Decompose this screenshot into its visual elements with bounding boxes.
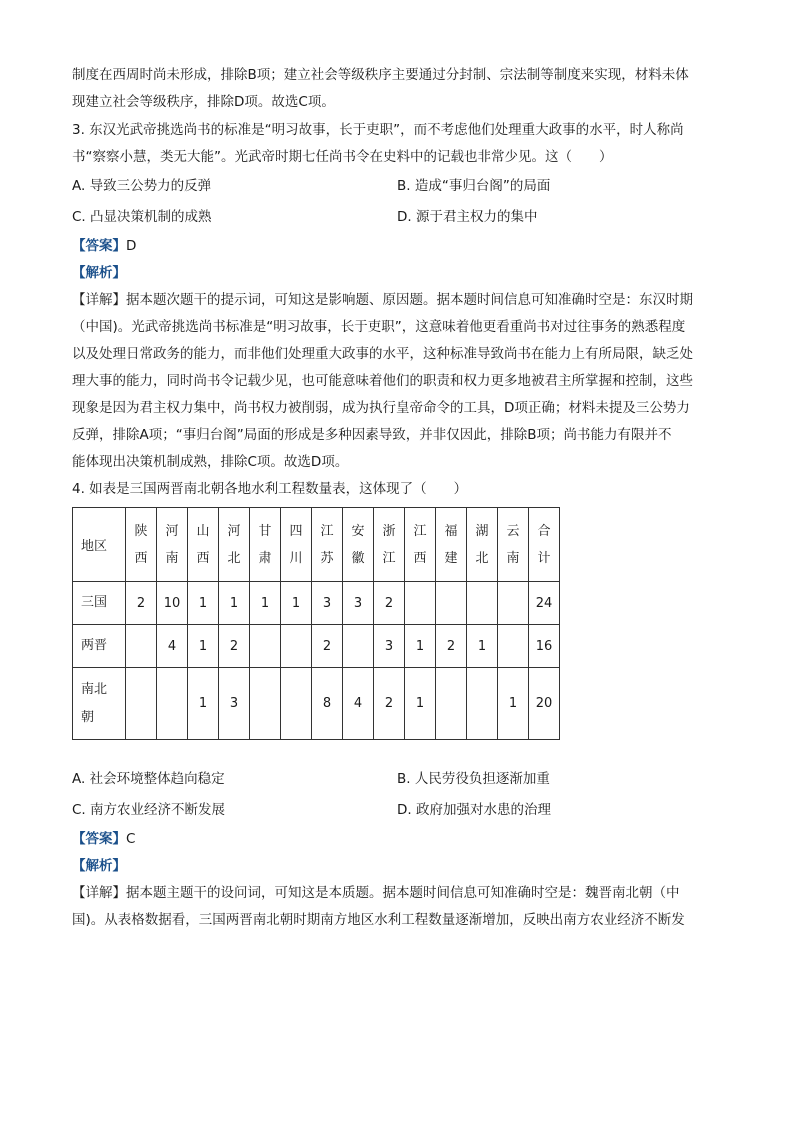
table-cell: 4	[157, 625, 188, 668]
q4-option-d: D. 政府加强对水患的治理	[397, 802, 551, 818]
header-char: 徽	[351, 550, 365, 566]
header-char: 南	[506, 550, 520, 566]
header-char: 湖	[475, 523, 489, 539]
row-label-cell	[73, 582, 126, 625]
header-char: 浙	[382, 523, 396, 539]
table-cell: 3	[374, 625, 405, 668]
question-4	[72, 476, 722, 934]
table-cell	[250, 668, 281, 740]
table-cell: 2	[312, 625, 343, 668]
q4-answer	[72, 826, 722, 853]
table-cell: 2	[126, 582, 157, 625]
analysis-tag: 【解析】	[72, 858, 126, 874]
table-header-cell	[343, 508, 374, 582]
q3-answer-value: D	[126, 238, 137, 254]
header-char: 福	[444, 523, 458, 539]
question-3	[72, 117, 722, 476]
table-cell: 1	[405, 625, 436, 668]
table-cell: 8	[312, 668, 343, 740]
table-cell	[467, 668, 498, 740]
analysis-tag: 【解析】	[72, 265, 126, 281]
row-label-cell	[73, 668, 126, 740]
header-char: 河	[227, 523, 241, 539]
table-corner-cell: 地区	[73, 508, 126, 582]
detail-tag: 【详解】	[72, 292, 126, 308]
table-cell: 2	[436, 625, 467, 668]
prev-explanation-line: 现建立社会等级秩序，排除D项。故选C项。	[72, 94, 335, 110]
table-row	[73, 668, 560, 740]
q4-answer-value: C	[126, 831, 136, 847]
water-projects-table	[72, 507, 560, 740]
table-row	[73, 625, 560, 668]
header-char: 建	[444, 550, 458, 566]
table-header-cell	[219, 508, 250, 582]
table-header-cell	[188, 508, 219, 582]
table-header-cell	[312, 508, 343, 582]
table-header-cell	[405, 508, 436, 582]
table-header-row	[73, 508, 560, 582]
table-cell: 10	[157, 582, 188, 625]
q4-analysis	[72, 853, 722, 880]
header-char: 甘	[258, 523, 272, 539]
header-char: 西	[196, 550, 210, 566]
q3-detail-line: 现象是因为君主权力集中，尚书权力被削弱，成为执行皇帝命令的工具，D项正确；材料未提及三公势力	[72, 400, 690, 416]
table-cell: 1	[467, 625, 498, 668]
row-label-text: 南北	[81, 681, 108, 697]
table-header-cell	[281, 508, 312, 582]
q3-detail-line: （中国)。光武帝挑选尚书标准是“明习故事，长于吏职”，这意味着他更看重尚书对过往事务的熟悉程度	[72, 319, 686, 335]
table-cell: 16	[529, 625, 560, 668]
table-cell: 1	[188, 625, 219, 668]
q3-detail-text: 据本题次题干的提示词，可知这是影响题、原因题。据本题时间信息可知准确时空是：东汉时期	[126, 292, 693, 308]
header-char: 河	[165, 523, 179, 539]
q3-detail-line	[72, 287, 722, 314]
header-char: 西	[413, 550, 427, 566]
table-cell: 1	[405, 668, 436, 740]
q4-options	[72, 764, 722, 826]
row-label-cell	[73, 625, 126, 668]
table-cell: 1	[188, 582, 219, 625]
header-char: 山	[196, 523, 210, 539]
header-char: 江	[320, 523, 334, 539]
answer-tag: 【答案】	[72, 238, 126, 254]
table-cell: 1	[498, 668, 529, 740]
answer-tag: 【答案】	[72, 831, 126, 847]
q4-option-c: C. 南方农业经济不断发展	[72, 802, 226, 818]
header-char: 西	[134, 550, 148, 566]
table-cell: 1	[281, 582, 312, 625]
table-header-cell	[157, 508, 188, 582]
table-cell: 24	[529, 582, 560, 625]
table-cell: 1	[188, 668, 219, 740]
header-char: 云	[506, 523, 520, 539]
table-cell	[467, 582, 498, 625]
table-cell: 1	[219, 582, 250, 625]
row-label-text: 两晋	[81, 638, 108, 653]
table-cell	[343, 625, 374, 668]
header-char: 四	[289, 523, 303, 539]
header-char: 肃	[258, 550, 272, 566]
table-cell	[157, 668, 188, 740]
table-cell	[250, 625, 281, 668]
table-cell	[405, 582, 436, 625]
table-header-cell	[436, 508, 467, 582]
table-cell	[498, 582, 529, 625]
table-cell: 3	[219, 668, 250, 740]
table-cell	[281, 668, 312, 740]
header-char: 江	[413, 523, 427, 539]
q3-detail-line: 反弹，排除A项；“事归台阁”局面的形成是多种因素导致，并非仅因此，排除B项；尚书能力有限并不	[72, 427, 672, 443]
q3-detail-line: 理大事的能力，同时尚书令记载少见，也可能意味着他们的职责和权力更多地被君主所掌握和控制，这些	[72, 373, 693, 389]
document-page	[72, 62, 722, 934]
table-header-cell	[374, 508, 405, 582]
detail-tag: 【详解】	[72, 885, 126, 901]
header-char: 苏	[320, 550, 334, 566]
table-header-cell	[467, 508, 498, 582]
header-char: 合	[537, 523, 551, 539]
prev-explanation-line: 制度在西周时尚未形成，排除B项；建立社会等级秩序主要通过分封制、宗法制等制度来实现，材料未体	[72, 67, 689, 83]
row-label-text: 朝	[81, 709, 95, 725]
q3-detail-line: 能体现出决策机制成熟，排除C项。故选D项。	[72, 454, 349, 470]
q3-stem-line: 书“察察小慧，类无大能”。光武帝时期七任尚书令在史料中的记载也非常少见。这（ ）	[72, 149, 613, 165]
row-label-text: 三国	[81, 595, 108, 610]
q4-detail-text: 据本题主题干的设问词，可知这是本质题。据本题时间信息可知准确时空是：魏晋南北朝（中	[126, 885, 680, 901]
table-cell	[436, 582, 467, 625]
header-char: 计	[537, 550, 551, 566]
q3-stem-line: 3. 东汉光武帝挑选尚书的标准是“明习故事，长于吏职”，而不考虑他们处理重大政事的水平，时人称尚	[72, 122, 684, 138]
table-cell: 2	[374, 582, 405, 625]
table-header-cell	[529, 508, 560, 582]
q3-option-b: B. 造成“事归台阁”的局面	[397, 178, 551, 194]
q4-detail-line	[72, 880, 722, 907]
table-cell: 3	[343, 582, 374, 625]
table-cell: 4	[343, 668, 374, 740]
q3-option-d: D. 源于君主权力的集中	[397, 209, 538, 225]
q4-stem: 4. 如表是三国两晋南北朝各地水利工程数量表，这体现了（ ）	[72, 481, 468, 497]
table-cell: 2	[219, 625, 250, 668]
header-char: 南	[165, 550, 179, 566]
table-header-cell	[126, 508, 157, 582]
q3-detail-line: 以及处理日常政务的能力，而非他们处理重大政事的水平，这种标准导致尚书在能力上有所局限，缺乏处	[72, 346, 693, 362]
q3-option-c: C. 凸显决策机制的成熟	[72, 209, 212, 225]
table-header-cell	[498, 508, 529, 582]
q4-option-a: A. 社会环境整体趋向稳定	[72, 771, 225, 787]
q3-options	[72, 171, 722, 233]
table-cell: 1	[250, 582, 281, 625]
table-cell	[436, 668, 467, 740]
table-header-cell	[250, 508, 281, 582]
header-char: 川	[289, 550, 303, 566]
q3-answer	[72, 233, 722, 260]
table-cell	[281, 625, 312, 668]
table-row	[73, 582, 560, 625]
table-cell	[126, 625, 157, 668]
header-char: 北	[475, 550, 489, 566]
header-char: 安	[351, 523, 365, 539]
header-char: 陕	[134, 523, 148, 539]
table-cell: 3	[312, 582, 343, 625]
q3-option-a: A. 导致三公势力的反弹	[72, 178, 212, 194]
table-cell: 2	[374, 668, 405, 740]
q4-detail-line: 国)。从表格数据看，三国两晋南北朝时期南方地区水利工程数量逐渐增加，反映出南方农业经济不断发	[72, 912, 685, 928]
header-char: 北	[227, 550, 241, 566]
q4-option-b: B. 人民劳役负担逐渐加重	[397, 771, 550, 787]
table-cell: 20	[529, 668, 560, 740]
header-char: 江	[382, 550, 396, 566]
q3-analysis	[72, 260, 722, 287]
table-cell	[126, 668, 157, 740]
table-cell	[498, 625, 529, 668]
